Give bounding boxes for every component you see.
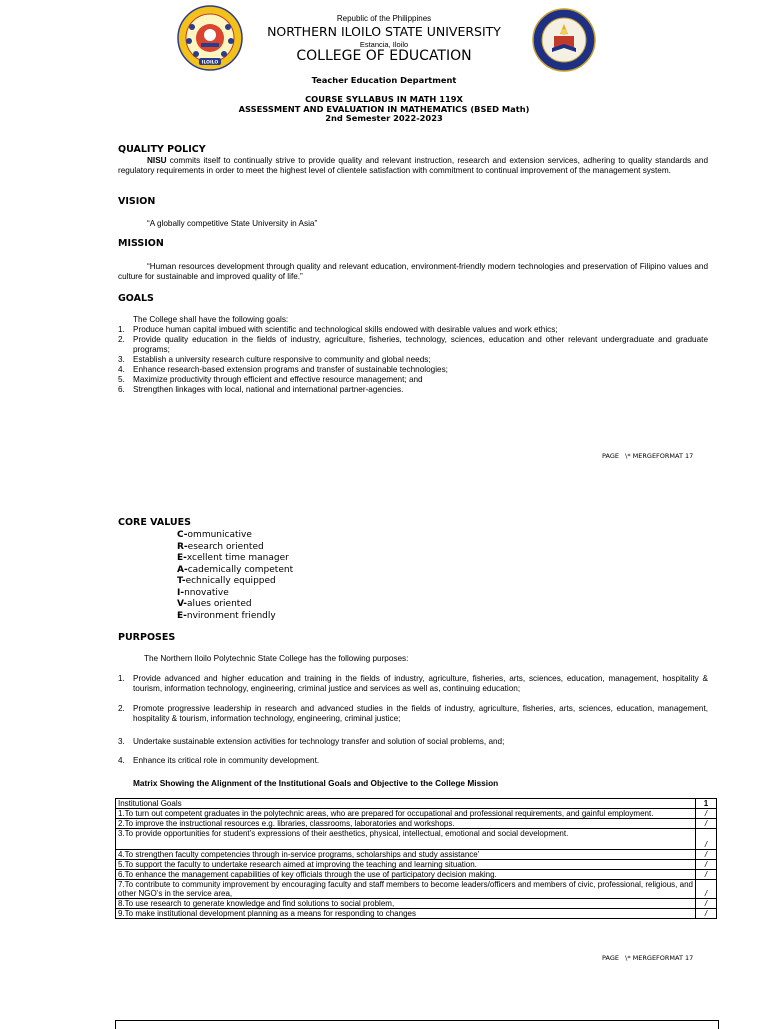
goals-heading: GOALS [118,293,154,304]
vision-heading: VISION [118,196,156,207]
purpose-number: 4. [118,756,125,765]
table-header-row [116,799,717,809]
svg-text:ILOILO: ILOILO [201,60,219,66]
core-value-letter: T- [177,576,186,586]
goal-number: 1. [118,325,125,334]
core-value-item [177,530,293,542]
core-value-letter: V- [177,599,188,609]
purpose-item-2 [118,704,708,724]
mark-cell: / [696,809,717,819]
purpose-text: Provide advanced and higher education and training in the fields of industry, agriculture, fisheries, arts, sciences, education, management, hospitality & tourism, information technology, engineering, criminal justice and services as well as, continuing education; [133,674,708,693]
mark-cell: / [696,899,717,909]
mark-cell: / [696,860,717,870]
table-row [116,829,717,850]
page-field-1: PAGE \* MERGEFORMAT 17 [602,452,694,460]
goal-item [118,385,708,395]
core-value-letter: A- [177,564,188,575]
mark-cell: / [696,870,717,880]
mission-heading: MISSION [118,238,164,249]
core-value-rest: nvironment friendly [186,610,276,621]
table-row [116,880,717,899]
goal-cell: 7.To contribute to community improvement by encouraging faculty and staff members to become leaders/officers and members of civic, professional, religious, and other NGO’s in the service area, [116,880,696,899]
quality-policy-text [118,156,708,176]
matrix-title: Matrix Showing the Alignment of the Institutional Goals and Objective to the College Mission [133,778,499,788]
mark-cell: / [696,819,717,829]
mark-cell: / [696,880,717,899]
core-value-item [177,565,293,577]
goal-text: Establish a university research culture responsive to community and global needs; [133,355,431,364]
course-name: ASSESSMENT AND EVALUATION IN MATHEMATICS (BSED Math) [238,103,530,114]
core-value-item [177,553,293,565]
goal-number: 6. [118,385,125,394]
university-name: NORTHERN ILOILO STATE UNIVERSITY [267,24,501,39]
core-values-heading: CORE VALUES [118,517,191,528]
purpose-text: Promote progressive leadership in research and advanced studies in the fields of industry, agriculture, fisheries, arts, sciences, education, management, hospitality & tourism, information technology, engineering, criminal justice; [133,704,708,723]
mark-cell: / [696,829,717,850]
course-code: COURSE SYLLABUS IN MATH 119X [305,94,463,104]
goal-cell: 8.To use research to generate knowledge and find solutions to social problem, [116,899,696,909]
goal-cell: 1.To turn out competent graduates in the polytechnic areas, who are prepared for occupational and professional requirements, and gainful employment. [116,809,696,819]
course-title [158,95,610,124]
goal-item [118,375,708,385]
core-value-letter: E- [177,553,187,563]
quality-policy-lead: NISU [147,156,167,165]
table-row [116,850,717,860]
goal-number: 2. [118,335,125,344]
purpose-number: 2. [118,704,125,713]
page-field-2: PAGE \* MERGEFORMAT 17 [602,954,694,962]
republic-line: Republic of the Philippines [336,14,432,23]
core-value-item [177,599,293,611]
mission-text: “Human resources development through quality and relevant education, environment-friendly modern technologies and preservation of Filipino values and culture for sustainable and improved quality of life.” [118,262,708,281]
quality-policy-heading: QUALITY POLICY [118,144,206,155]
purpose-item-4 [118,756,708,766]
core-value-rest: esearch oriented [187,541,264,552]
core-value-item [177,542,293,554]
core-value-rest: nnovative [184,587,229,598]
core-value-letter: E- [177,610,187,621]
purpose-item-3 [118,737,708,747]
goal-cell: 5.To support the faculty to undertake research aimed at improving the teaching and learning situation. [116,860,696,870]
table-row [116,909,717,919]
goal-item [118,355,708,365]
core-value-letter: R- [177,541,188,552]
table-row [116,870,717,880]
table-row [116,860,717,870]
quality-policy-body: commits itself to continually strive to provide quality and relevant instruction, research and extension services, adhering to quality standards and regulatory requirements in order to meet the highest level of clientele satisfaction with commitment to continual improvement of the management system. [118,156,708,175]
goals-list [118,325,708,395]
goal-cell: 3.To provide opportunities for student’s expressions of their aesthetics, physical, intellectual, emotional and social development. [116,829,696,850]
core-values-list [177,530,293,622]
next-page-table-edge [115,1020,719,1029]
table-row [116,809,717,819]
goal-item [118,325,708,335]
purpose-number: 1. [118,674,125,683]
header-col-1: 1 [696,799,717,809]
goal-number: 5. [118,375,125,384]
purpose-text: Enhance its critical role in community development. [133,756,320,765]
goal-text: Enhance research-based extension programs and transfer of sustainable technologies; [133,365,448,374]
mark-cell: / [696,909,717,919]
core-value-rest: alues oriented [187,599,252,609]
core-value-rest: xcellent time manager [186,553,289,563]
core-value-rest: ommunicative [187,530,252,540]
alignment-matrix-table [115,798,717,919]
purposes-intro: The Northern Iloilo Polytechnic State College has the following purposes: [144,654,409,663]
goal-text: Maximize productivity through efficient and effective resource management; and [133,375,423,384]
goal-item [118,365,708,375]
header-goals: Institutional Goals [116,799,696,809]
purposes-heading: PURPOSES [118,632,176,643]
purpose-text: Undertake sustainable extension activities for technology transfer and solution of social problems, and; [133,737,505,746]
goal-cell: 4.To strengthen faculty competencies through in-service programs, scholarships and study assistance’ [116,850,696,860]
core-value-item [177,611,293,623]
goal-cell: 9.To make institutional development planning as a means for responding to changes [116,909,696,919]
goal-cell: 2.To improve the instructional resources e.g. libraries, classrooms, laboratories and workshops. [116,819,696,829]
core-value-letter: C- [177,530,188,540]
core-value-rest: echnically equipped [185,576,276,586]
goal-text: Produce human capital imbued with scientific and technological skills endowed with desirable values and work ethics; [133,325,558,334]
goal-text: Provide quality education in the fields of industry, agriculture, fisheries, technology, sciences, education and other relevant undergraduate and graduate programs; [133,335,708,354]
location-line: Estancia, Iloilo [359,40,409,49]
semester: 2nd Semester 2022-2023 [325,113,443,124]
department-name: Teacher Education Department [311,75,457,85]
goals-intro: The College shall have the following goals: [133,315,289,324]
vision-text: “A globally competitive State University in Asia” [147,219,318,228]
core-value-item [177,576,293,588]
goal-text: Strengthen linkages with local, national and international partner-agencies. [133,385,404,394]
core-value-item [177,588,293,600]
table-row [116,819,717,829]
core-value-rest: cademically competent [187,564,294,575]
goal-number: 3. [118,355,125,364]
goal-number: 4. [118,365,125,374]
purpose-item-1 [118,674,708,694]
goal-item [118,335,708,355]
purpose-number: 3. [118,737,125,746]
table-row [116,899,717,909]
core-value-letter: I- [177,587,185,598]
college-name: COLLEGE OF EDUCATION [296,48,472,64]
goal-cell: 6.To enhance the management capabilities of key officials through the use of participatory decision making. [116,870,696,880]
mark-cell: / [696,850,717,860]
